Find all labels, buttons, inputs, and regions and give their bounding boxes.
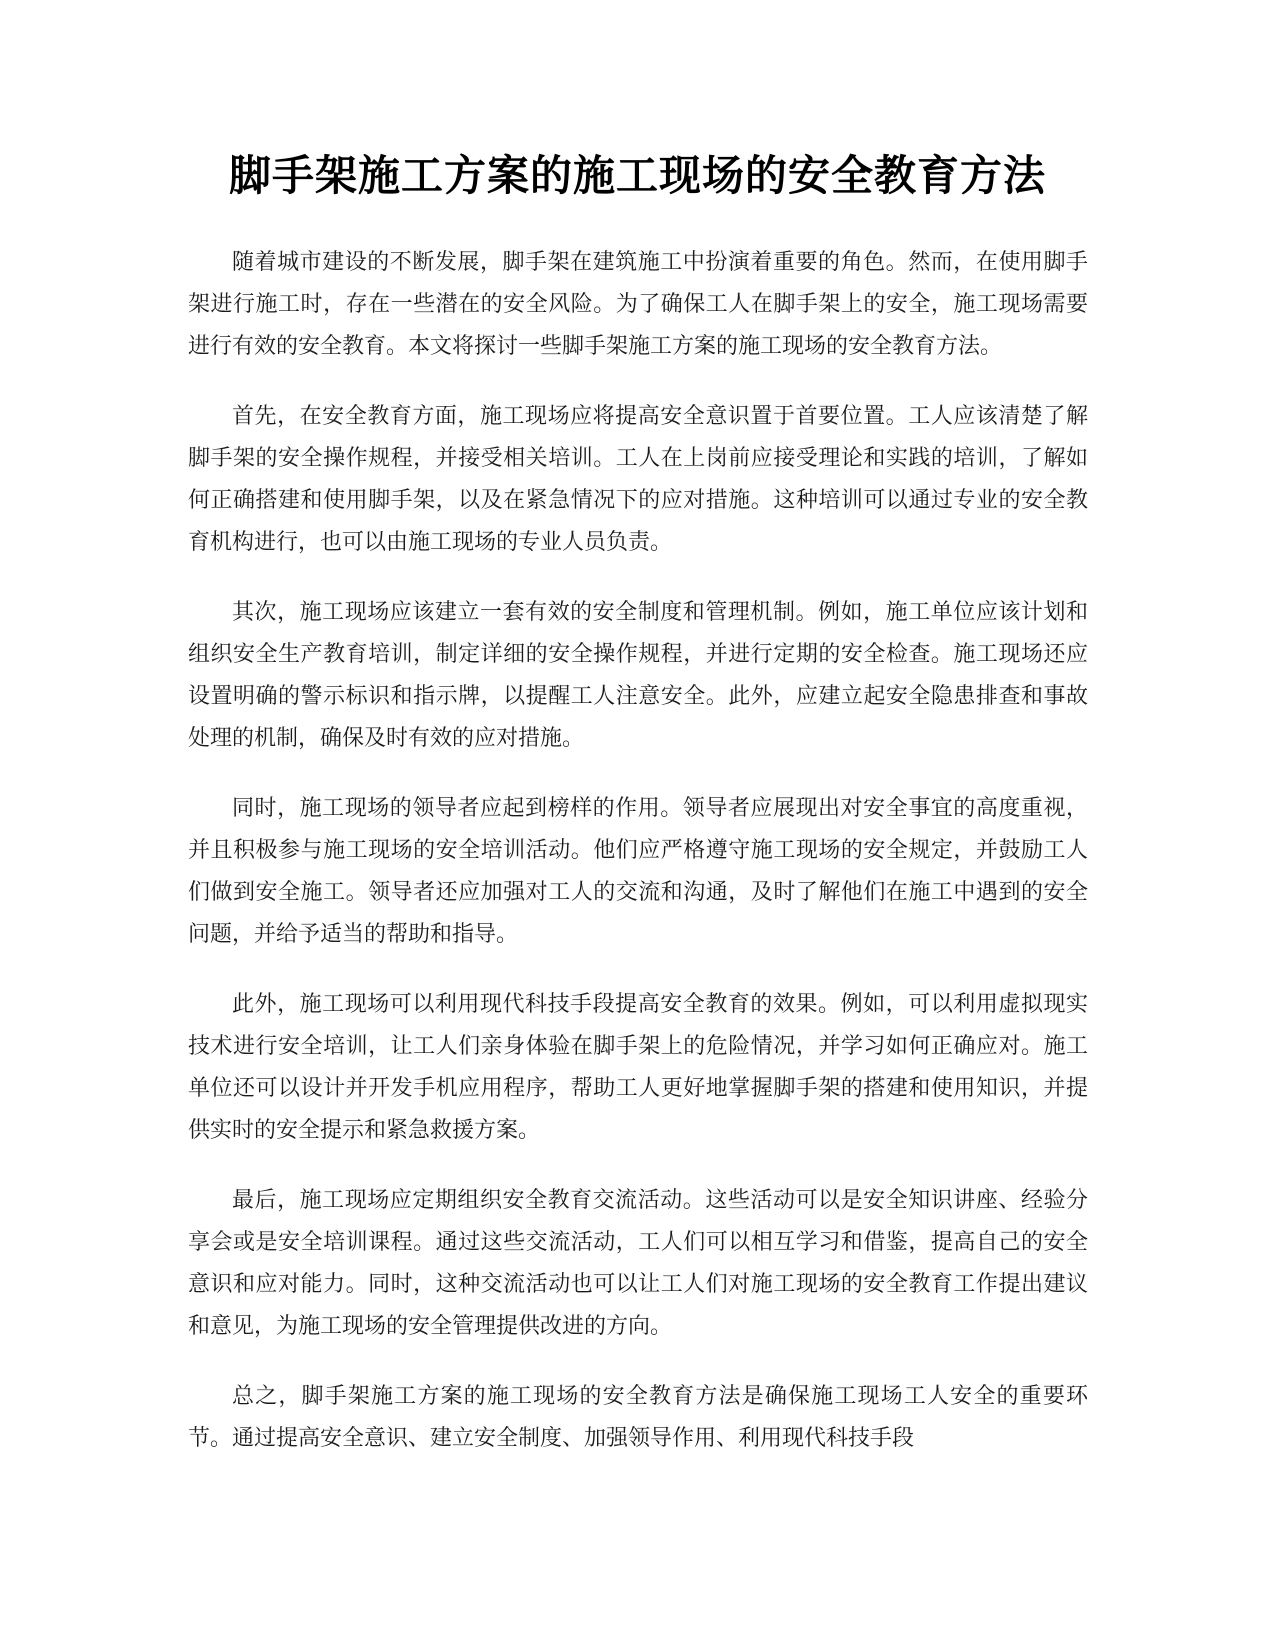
paragraph-technology: 此外，施工现场可以利用现代科技手段提高安全教育的效果。例如，可以利用虚拟现实技术进行安全培训，让工人们亲身体验在脚手架上的危险情况，并学习如何正确应对。施工单位还可以设计并开发手机应用程序，帮助工人更好地掌握脚手架的搭建和使用知识，并提供实时的安全提示和紧急救援方案。 [188, 992, 1088, 1143]
paragraph-conclusion: 总之，脚手架施工方案的施工现场的安全教育方法是确保施工现场工人安全的重要环节。通过提高安全意识、建立安全制度、加强领导作用、利用现代科技手段 [188, 1384, 1088, 1451]
paragraph-second: 其次，施工现场应该建立一套有效的安全制度和管理机制。例如，施工单位应该计划和组织安全生产教育培训，制定详细的安全操作规程，并进行定期的安全检查。施工现场还应设置明确的警示标识和指示牌，以提醒工人注意安全。此外，应建立起安全隐患排查和事故处理的机制，确保及时有效的应对措施。 [188, 600, 1088, 751]
paragraph-first: 首先，在安全教育方面，施工现场应将提高安全意识置于首要位置。工人应该清楚了解脚手架的安全操作规程，并接受相关培训。工人在上岗前应接受理论和实践的培训，了解如何正确搭建和使用脚手架，以及在紧急情况下的应对措施。这种培训可以通过专业的安全教育机构进行，也可以由施工现场的专业人员负责。 [188, 404, 1088, 555]
paragraph-meanwhile: 同时，施工现场的领导者应起到榜样的作用。领导者应展现出对安全事宜的高度重视，并且积极参与施工现场的安全培训活动。他们应严格遵守施工现场的安全规定，并鼓励工人们做到安全施工。领导者还应加强对工人的交流和沟通，及时了解他们在施工中遇到的安全问题，并给予适当的帮助和指导。 [188, 796, 1088, 947]
paragraph-intro: 随着城市建设的不断发展，脚手架在建筑施工中扮演着重要的角色。然而，在使用脚手架进行施工时，存在一些潜在的安全风险。为了确保工人在脚手架上的安全，施工现场需要进行有效的安全教育。本文将探讨一些脚手架施工方案的施工现场的安全教育方法。 [188, 250, 1088, 359]
document-body [188, 242, 1088, 1488]
paragraph-finally: 最后，施工现场应定期组织安全教育交流活动。这些活动可以是安全知识讲座、经验分享会或是安全培训课程。通过这些交流活动，工人们可以相互学习和借鉴，提高自己的安全意识和应对能力。同时，这种交流活动也可以让工人们对施工现场的安全教育工作提出建议和意见，为施工现场的安全管理提供改进的方向。 [188, 1188, 1088, 1339]
document-title: 脚手架施工方案的施工现场的安全教育方法 [228, 151, 1046, 200]
